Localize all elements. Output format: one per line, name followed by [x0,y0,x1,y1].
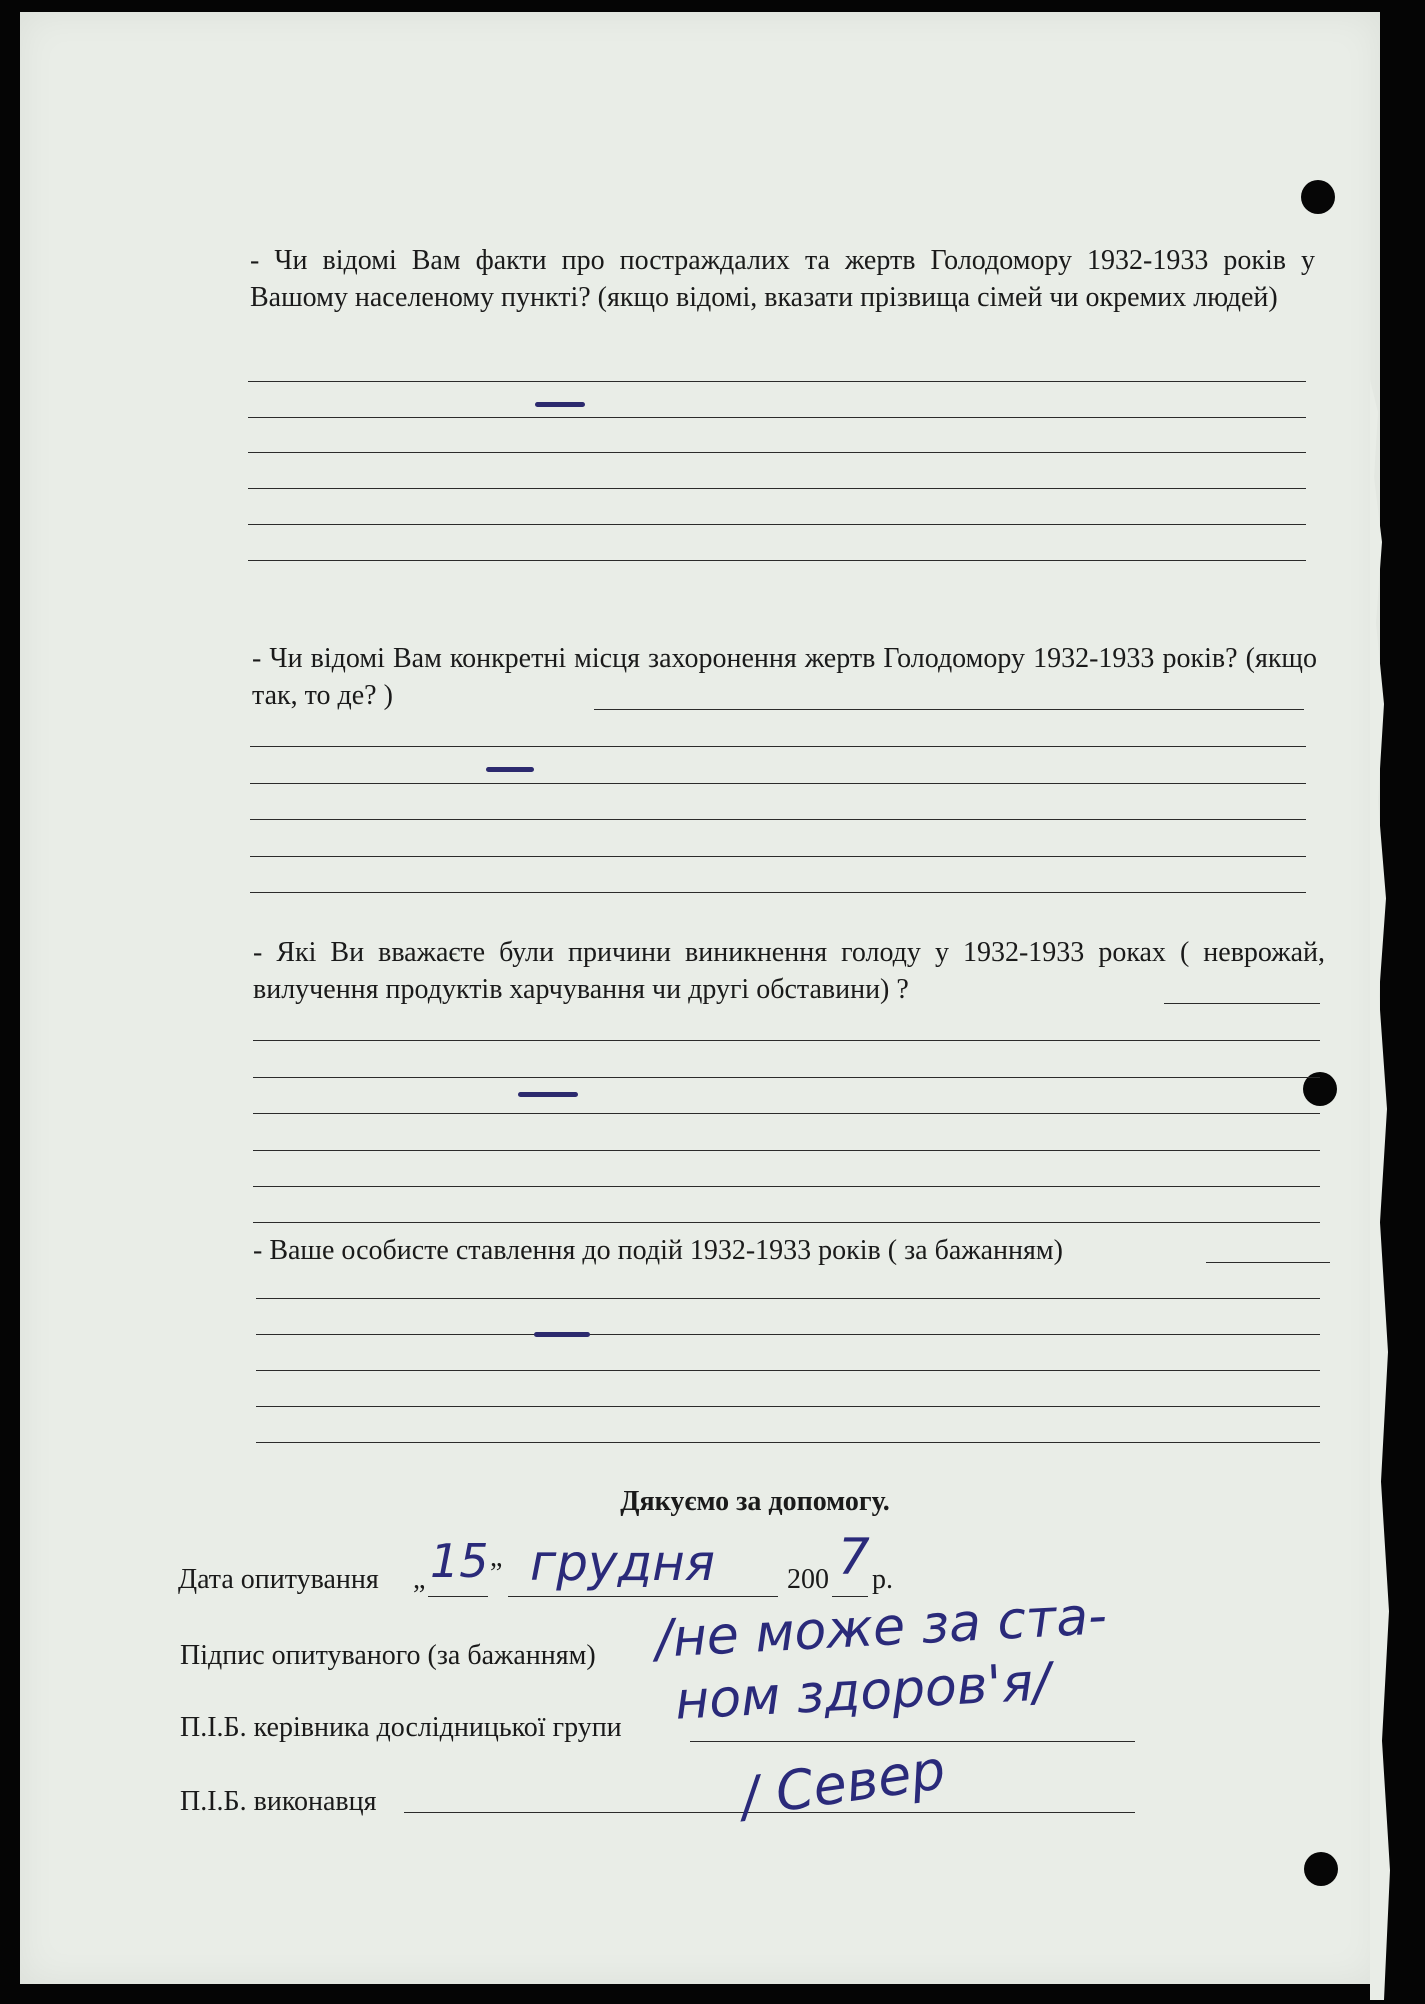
answer-line [250,856,1306,857]
answer-line [253,1077,1320,1078]
leader-label: П.І.Б. керівника дослідницької групи [180,1712,622,1743]
answer-line [250,892,1306,893]
date-label: Дата опитування [178,1564,379,1595]
answer-line [256,1334,1320,1335]
executor-handwriting: / Север [736,1737,950,1830]
answer-4-dash [534,1332,590,1337]
torn-edge [1370,380,1390,2000]
punch-hole [1301,180,1335,214]
answer-line [253,1222,1320,1223]
answer-line [594,709,1304,710]
date-suffix: р. [872,1564,893,1595]
answer-line [1206,1262,1330,1263]
answer-line [248,417,1306,418]
answer-line [248,488,1306,489]
answer-line [250,746,1306,747]
executor-label: П.І.Б. виконавця [180,1786,377,1817]
date-open-quote: „ [413,1564,426,1595]
date-month: грудня [530,1534,715,1592]
answer-line [248,560,1306,561]
question-1: - Чи відомі Вам факти про постраждалих та жертв Голодомору 1932-1933 років у Вашому населеному пункті? (якщо відомі, вказати прізвища сімей чи окремих людей) [250,245,1315,313]
question-2: - Чи відомі Вам конкретні місця захоронення жертв Голодомору 1932-1933 років? (якщо так, то де? ) [252,643,1317,711]
question-3: - Які Ви вважаєте були причини виникнення голоду у 1932-1933 роках ( неврожай, вилучення продуктів харчування чи другі обставини) ? [253,937,1325,1005]
date-year-digit: 7 [838,1528,870,1586]
answer-line [248,452,1306,453]
answer-line [253,1040,1320,1041]
punch-hole [1304,1852,1338,1886]
date-close-quote: ” [490,1558,503,1589]
answer-line [253,1186,1320,1187]
question-4: - Ваше особисте ставлення до подій 1932-1933 років ( за бажанням) [253,1235,1063,1266]
answer-line [253,1150,1320,1151]
answer-line [250,819,1306,820]
answer-line [256,1370,1320,1371]
answer-line [1164,1003,1320,1004]
answer-line [253,1113,1320,1114]
answer-line [248,524,1306,525]
answer-2-dash [486,767,534,772]
date-day-line [428,1596,488,1597]
answer-line [248,381,1306,382]
answer-line [256,1406,1320,1407]
signature-handwriting-line-2: ном здоров'я/ [673,1652,1052,1732]
date-day: 15 [430,1534,489,1588]
answer-line [256,1442,1320,1443]
answer-line [256,1298,1320,1299]
thanks-heading: Дякуємо за допомогу. [620,1486,890,1517]
answer-3-dash [518,1092,578,1097]
signature-label: Підпис опитуваного (за бажанням) [180,1640,596,1671]
signature-handwriting-line-1: /не може за ста- [653,1586,1109,1670]
date-year-prefix: 200 [787,1564,829,1595]
answer-line [250,783,1306,784]
date-month-line [508,1596,778,1597]
answer-1-dash [535,402,585,407]
date-year-line [832,1596,868,1597]
